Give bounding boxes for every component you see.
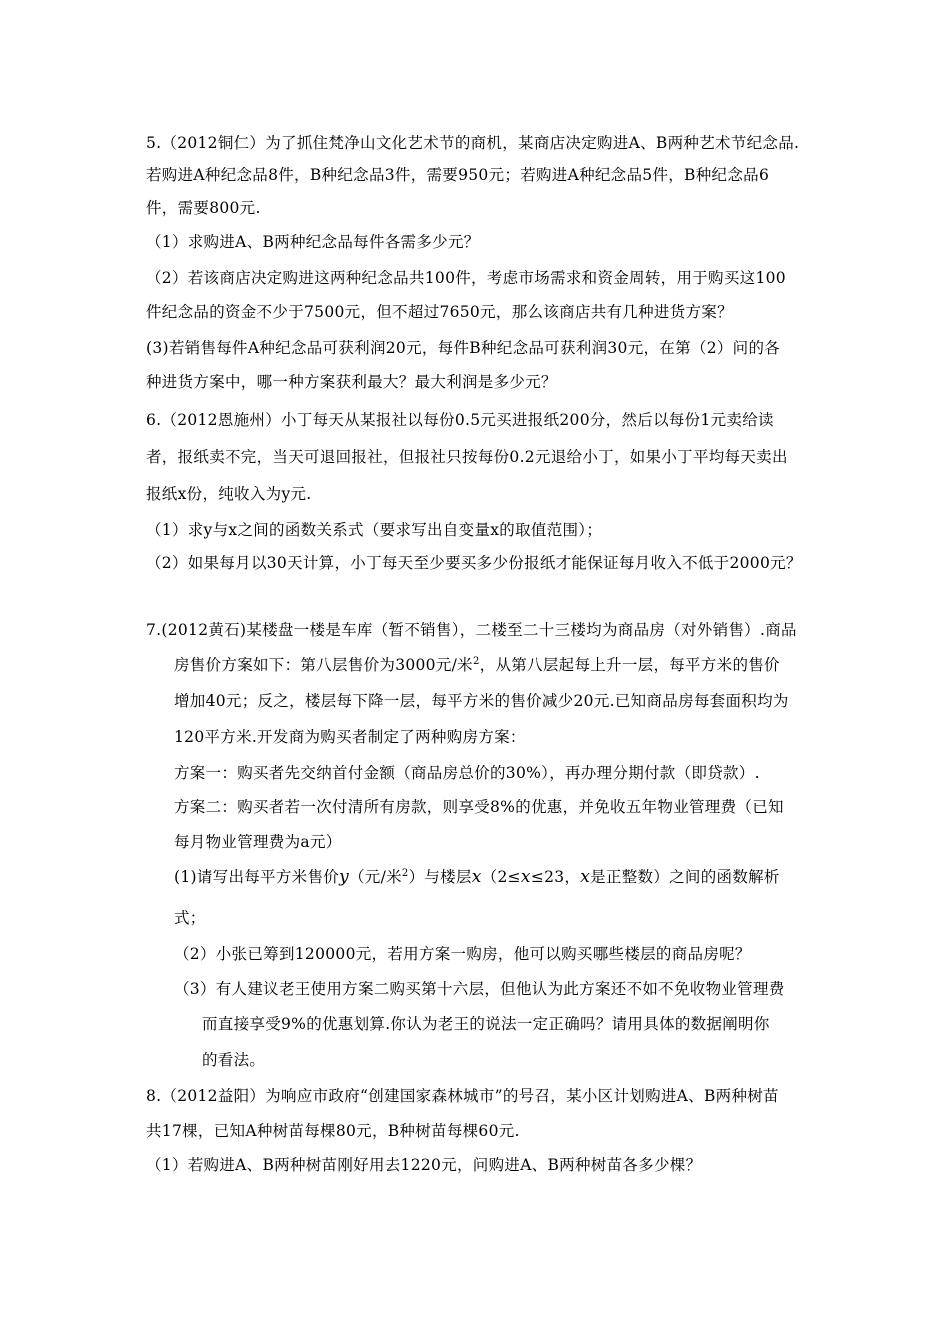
problem-7-question-3-line-1: （3）有人建议老王使用方案二购买第十六层，但他认为此方案还不如不免收物业管理费 — [174, 980, 785, 998]
problem-7-line-3: 增加40元；反之，楼层每下降一层，每平方米的售价减少20元.已知商品房每套面积均为 — [174, 692, 789, 710]
problem-5-line-3: 件，需要800元. — [146, 199, 261, 217]
problem-6-question-1: （1）求y与x之间的函数关系式（要求写出自变量x的取值范围）； — [146, 521, 603, 539]
problem-7-question-1-cont: 式； — [174, 909, 206, 927]
problem-7-question-3-line-3: 的看法。 — [202, 1051, 266, 1069]
problem-6-line-3: 报纸x份，纯收入为y元. — [146, 485, 312, 503]
problem-8-line-2: 共17棵，已知A种树苗每棵80元，B种树苗每棵60元. — [146, 1122, 520, 1140]
problem-5-question-3-line-1: (3)若销售每件A种纪念品可获利润20元，每件B种纪念品可获利润30元，在第（2）问的各 — [146, 339, 781, 357]
problem-7-question-3-line-2: 而直接享受9%的优惠划算.你认为老王的说法一定正确吗？请用具体的数据阐明你 — [202, 1015, 770, 1033]
problem-6-question-2: （2）如果每月以30天计算，小丁每天至少要买多少份报纸才能保证每月收入不低于2000元？ — [146, 554, 802, 572]
problem-5-question-2-line-1: （2）若该商店决定购进这两种纪念品共100件，考虑市场需求和资金周转，用于购买这100 — [146, 269, 786, 287]
problem-8-line-1: 8.（2012益阳）为响应市政府“创建国家森林城市”的号召，某小区计划购进A、B两种树苗 — [146, 1087, 779, 1105]
problem-5-question-2-line-2: 件纪念品的资金不少于7500元，但不超过7650元，那么该商店共有几种进货方案？ — [146, 303, 733, 321]
problem-5-question-3-line-2: 种进货方案中，哪一种方案获利最大？最大利润是多少元？ — [146, 373, 557, 391]
problem-7-plan-2-cont: 每月物业管理费为a元） — [174, 833, 342, 851]
problem-7-plan-1: 方案一：购买者先交纳首付金额（商品房总价的30%），再办理分期付款（即贷款）. — [174, 764, 760, 782]
problem-6-line-2: 者，报纸卖不完，当天可退回报社，但报社只按每份0.2元退给小丁，如果小丁平均每天卖出 — [146, 448, 788, 466]
problem-7-line-2: 房售价方案如下：第八层售价为3000元/米$^2$，从第八层起每上升一层，每平方米的售价 — [174, 656, 780, 674]
problem-6-line-1: 6.（2012恩施州）小丁每天从某报社以每份0.5元买进报纸200分，然后以每份1元卖给读 — [146, 411, 774, 429]
problem-5-line-1: 5.（2012铜仁）为了抓住梵净山文化艺术节的商机，某商店决定购进A、B两种艺术节纪念品. — [146, 134, 800, 152]
problem-8-question-1: （1）若购进A、B两种树苗刚好用去1220元，问购进A、B两种树苗各多少棵？ — [146, 1156, 702, 1174]
problem-5-question-1: （1）求购进A、B两种纪念品每件各需多少元？ — [146, 233, 480, 251]
problem-7-line-4: 120平方米.开发商为购买者制定了两种购房方案： — [174, 728, 526, 746]
problem-7-line-1: 7.(2012黄石)某楼盘一楼是车库（暂不销售），二楼至二十三楼均为商品房（对外销售）.商品 — [146, 621, 797, 639]
problem-7-question-2: （2）小张已筹到120000元，若用方案一购房，他可以购买哪些楼层的商品房呢？ — [174, 945, 751, 963]
problem-5-line-2: 若购进A种纪念品8件，B种纪念品3件，需要950元；若购进A种纪念品5件，B种纪念品6 — [146, 166, 770, 184]
problem-7-plan-2: 方案二：购买者若一次付清所有房款，则享受8%的优惠，并免收五年物业管理费（已知 — [174, 798, 784, 816]
problem-7-question-1: (1)请写出每平方米售价y（元/米$^2$）与楼层x（2≤x≤23，x是正整数）之间的函数解析 — [174, 867, 780, 887]
